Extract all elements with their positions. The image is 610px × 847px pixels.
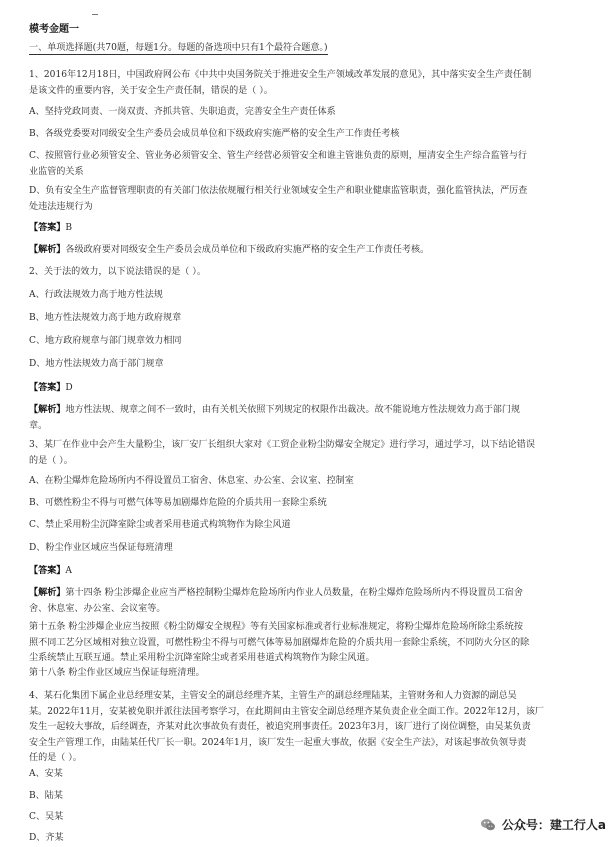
q3-analysis: 【解析】第十四条 粉尘涉爆企业应当严格控制粉尘爆炸危险场所内作业人员数量，在粉尘爆炸危险场所内不得设置员工宿舍 舍、休息室、办公室、会议室等。 [29,587,523,614]
q4-option-c: C、吴某 [29,812,64,822]
q2-option-b: B、地方性法规效力高于地方政府规章 [29,313,182,323]
q2-option-a: A、行政法规效力高于地方性法规 [29,290,163,300]
q2-analysis: 【解析】地方性法规、规章之间不一致时，由有关机关依照下列规定的权限作出裁决。故不能说地方性法规效力高于部门规 章。 [29,404,521,431]
q2-option-c: C、地方政府规章与部门规章效力相同 [29,336,182,346]
q4-stem: 4、某石化集团下属企业总经理安某，主管安全的副总经理齐某，主管生产的副总经理陆某，主管财务和人力资源的副总吴 某。2022年11月，安某被免职并派往法国考察学习，在此期间由主管安全副总经理齐某负责企业全面工作。2022年12月，该厂 发生一起较大事故，后经调查，齐某对此次事故负有责任，被追究刑事责任。2023年3月，该厂进行了岗位调整，由吴某负责 安全生产管理工作，由陆某任代厂长一职。2024年1月，该厂发生一起重大事故，依据《安全生产法》，对该起事故负领导责 任的是（ ）。 [29,691,545,763]
q3-option-c: C、禁止采用粉尘沉降室除尘或者采用巷道式构筑物作为除尘风道 [29,520,291,530]
q3-option-d: D、粉尘作业区域应当保证每班清理 [29,543,173,553]
q2-stem: 2、关于法的效力，以下说法错误的是（ ）。 [29,267,206,277]
q1-option-a: A、坚持党政同责、一岗双责、齐抓共管、失职追责，完善安全生产责任体系 [29,107,336,117]
q4-option-b: B、陆某 [29,791,63,801]
q3-article-18: 第十八条 粉尘作业区域应当保证每班清理。 [29,668,205,678]
q3-option-a: A、在粉尘爆炸危险场所内不得设置员工宿舍、休息室、办公室、会议室、控制室 [29,476,354,486]
q3-article-15: 第十五条 粉尘涉爆企业应当按照《粉尘防爆安全规程》等有关国家标准或者行业标准规定，将粉尘爆炸危险场所除尘系统按 照不同工艺分区域相对独立设置，可燃性粉尘不得与可燃气体等易加剧爆炸危险的介质共用一套除尘系统，不同防火分区的除 尘系统禁止互联互通。禁止采用粉尘沉降室除尘或者采用巷道式构筑物作为除尘风道。 [29,622,530,663]
q1-option-c: C、按照管行业必须管安全、管业务必须管安全、管生产经营必须管安全和谁主管谁负责的原则，厘清安全生产综合监管与行 业监管的关系 [29,151,528,177]
page-title: 模考金题一 [29,24,79,35]
q2-option-d: D、地方性法规效力高于部门规章 [29,359,164,369]
watermark-text: 公众号：建工行人a [501,818,606,832]
section-heading: 一、单项选择题(共70题，每题1分。每题的备选项中只有1个最符合题意。) [29,43,328,53]
q3-answer: 【答案】A [29,565,72,576]
q1-answer: 【答案】B [29,222,73,233]
q1-stem: 1、2016年12月18日，中国政府网公布《中共中央国务院关于推进安全生产领域改革发展的意见》，其中落实安全生产责任制 是该文件的重要内容，关于安全生产责任制，错误的是（ ）。 [29,70,532,96]
q3-stem: 3、某厂在作业中会产生大量粉尘，该厂安厂长组织大家对《工贸企业粉尘防爆安全规定》进行学习，通过学习，以下结论错误 的是（ ）。 [29,440,535,466]
watermark [480,816,606,833]
wechat-icon [480,817,496,833]
q4-option-a: A、安某 [29,769,63,779]
header-mark [92,14,98,15]
q1-option-d: D、负有安全生产监督管理职责的有关部门依法依规履行相关行业领域安全生产和职业健康监管职责，强化监管执法，严厉查 处违法违规行为 [29,186,528,212]
q1-analysis: 【解析】各级政府要对同级安全生产委员会成员单位和下级政府实施严格的安全生产工作责任考核。 [29,244,430,255]
q4-option-d: D、齐某 [29,833,64,843]
q3-option-b: B、可燃性粉尘不得与可燃气体等易加剧爆炸危险的介质共用一套除尘系统 [29,498,327,508]
q2-answer: 【答案】D [29,382,73,393]
q1-option-b: B、各级党委要对同级安全生产委员会成员单位和下级政府实施严格的安全生产工作责任考核 [29,129,400,139]
